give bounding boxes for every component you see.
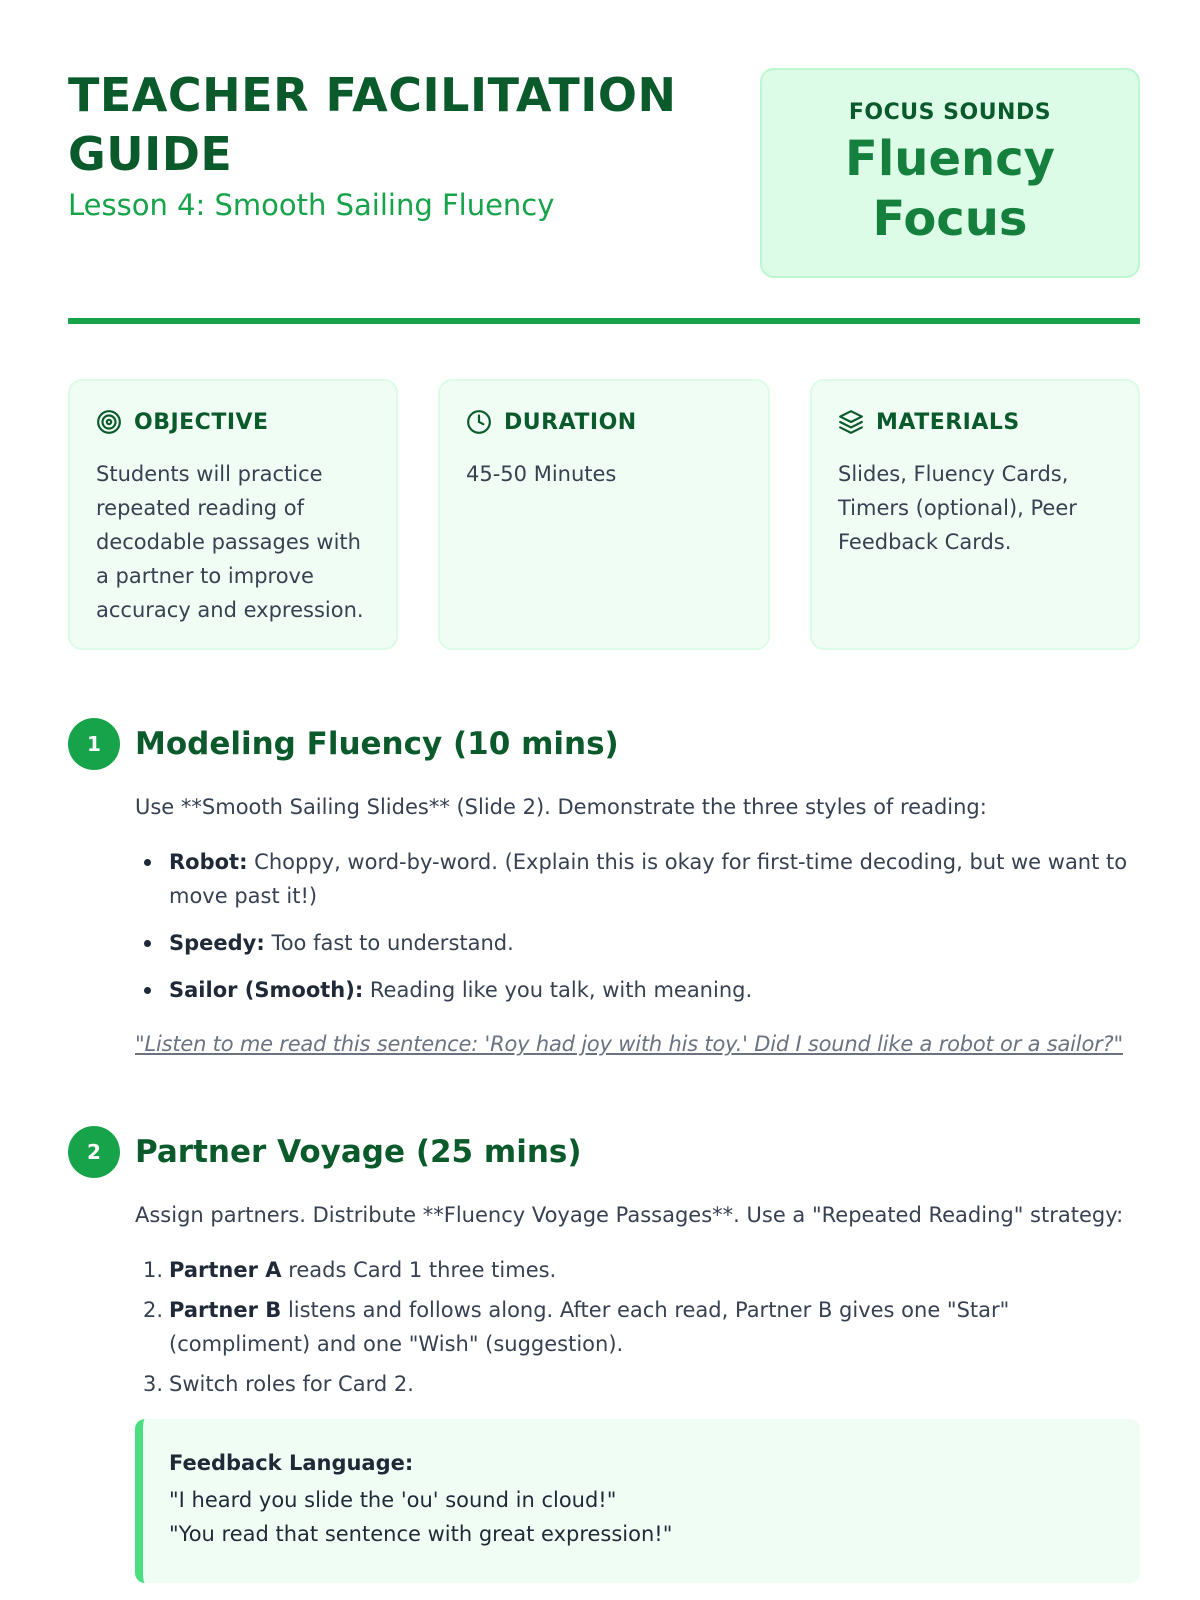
duration-text: 45-50 Minutes	[466, 462, 617, 486]
page-title: TEACHER FACILITATION GUIDE	[68, 68, 677, 181]
duration-title: DURATION	[504, 409, 637, 435]
feedback-example: "I heard you slide the 'ou' sound in cloud!"	[169, 1488, 617, 1512]
layers-icon	[838, 409, 864, 435]
objective-card	[68, 379, 398, 650]
duration-card-header	[466, 407, 742, 437]
list-item-text: Reading like you talk, with meaning.	[363, 978, 753, 1002]
reading-styles-list	[135, 845, 1140, 1007]
list-item-label: Speedy:	[169, 931, 265, 955]
feedback-language-callout	[135, 1419, 1140, 1583]
materials-card	[810, 379, 1140, 650]
clock-icon	[466, 409, 492, 435]
list-item	[135, 1293, 1140, 1361]
list-item-text: listens and follows along. After each read, Partner B gives one "Star" (compliment) and one "Wish" (suggestion).	[169, 1298, 1010, 1356]
section-body	[135, 791, 1140, 1060]
section-title: Modeling Fluency (10 mins)	[135, 726, 619, 762]
header-divider	[68, 318, 1140, 324]
list-item-text: reads Card 1 three times.	[281, 1258, 557, 1282]
section-header	[68, 1125, 1140, 1179]
objective-text: Students will practice repeated reading of decodable passages with a partner to improve accuracy and expression.	[96, 462, 364, 622]
materials-card-header	[838, 407, 1112, 437]
list-item-text: Switch roles for Card 2.	[169, 1372, 414, 1396]
step-number-badge: 2	[68, 1126, 120, 1178]
lesson-subtitle: Lesson 4: Smooth Sailing Fluency	[68, 188, 555, 222]
list-item	[135, 1367, 1140, 1401]
list-item	[135, 926, 1140, 960]
repeated-reading-steps	[135, 1253, 1140, 1401]
list-item-label: Robot:	[169, 850, 248, 874]
materials-text: Slides, Fluency Cards, Timers (optional), Peer Feedback Cards.	[838, 462, 1077, 554]
list-item-label: Partner A	[169, 1258, 282, 1282]
feedback-example: "You read that sentence with great expression!"	[169, 1522, 673, 1546]
section-intro: Assign partners. Distribute **Fluency Voyage Passages**. Use a "Repeated Reading" strategy:	[135, 1203, 1124, 1227]
list-item	[135, 973, 1140, 1007]
section-header	[68, 717, 1140, 771]
focus-label: FOCUS SOUNDS	[848, 100, 1052, 125]
list-item	[135, 845, 1140, 913]
focus-value: Fluency Focus	[845, 131, 1055, 247]
step-marker: 1.	[143, 1258, 164, 1282]
objective-title: OBJECTIVE	[134, 409, 269, 435]
objective-card-header	[96, 407, 370, 437]
section-title: Partner Voyage (25 mins)	[135, 1134, 582, 1170]
list-item-text: Too fast to understand.	[264, 931, 514, 955]
list-item-text: Choppy, word-by-word. (Explain this is okay for first-time decoding, but we want to move past it!)	[169, 850, 1128, 908]
section-modeling-fluency	[68, 717, 1140, 1060]
duration-card	[438, 379, 770, 650]
list-item	[135, 1253, 1140, 1287]
section-body	[135, 1199, 1140, 1583]
step-marker: 3.	[143, 1372, 164, 1396]
materials-title: MATERIALS	[876, 409, 1020, 435]
focus-sounds-box	[760, 68, 1140, 278]
list-item-label: Sailor (Smooth):	[169, 978, 364, 1002]
target-icon	[96, 409, 122, 435]
list-item-label: Partner B	[169, 1298, 282, 1322]
step-number-badge: 1	[68, 718, 120, 770]
section-partner-voyage	[68, 1125, 1140, 1583]
step-marker: 2.	[143, 1298, 164, 1322]
teacher-script-quote: "Listen to me read this sentence: 'Roy had joy with his toy.' Did I sound like a robot or a sailor?"	[135, 1032, 1123, 1056]
section-intro: Use **Smooth Sailing Slides** (Slide 2). Demonstrate the three styles of reading:	[135, 795, 987, 819]
feedback-title: Feedback Language:	[169, 1451, 414, 1475]
header	[68, 66, 1138, 278]
